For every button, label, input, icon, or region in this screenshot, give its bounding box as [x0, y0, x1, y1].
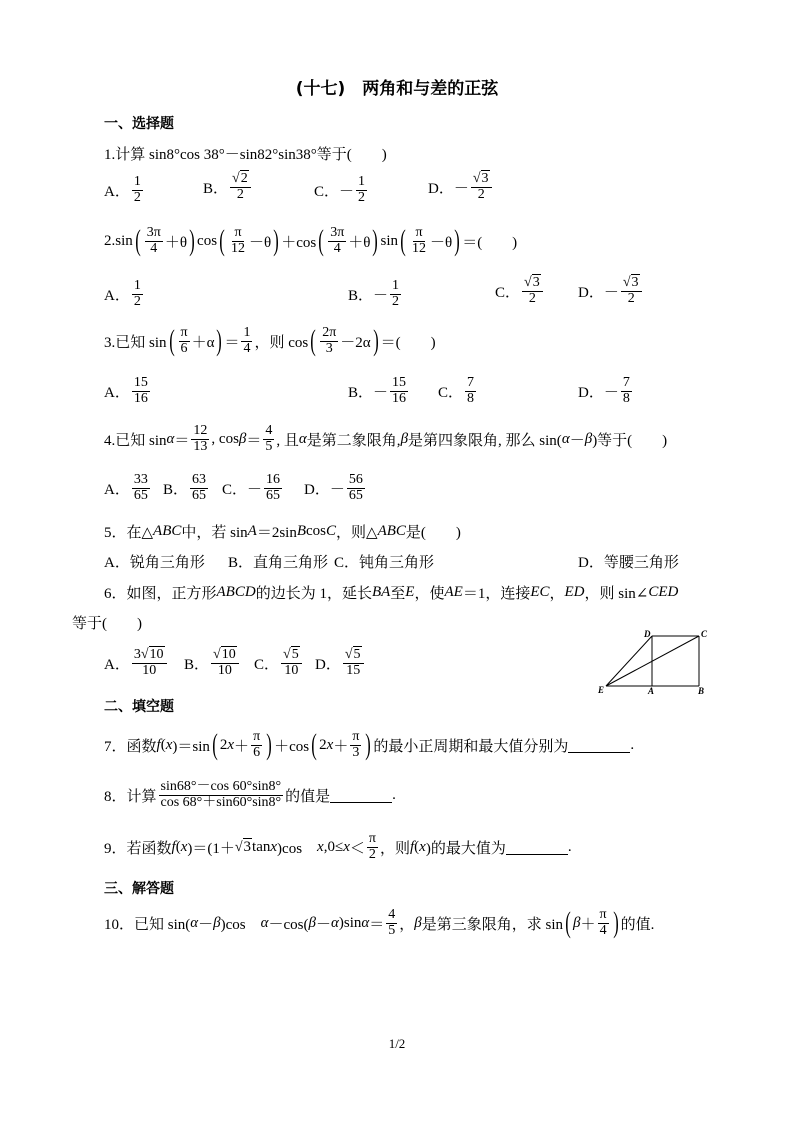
q2-option-c: C． $\frac{√3}{2}$: [495, 276, 545, 306]
question-10-stem: 10．已知 sin( α － β )cos α －cos( β － α )sin α ＝ $\frac{4}{5}$ ， β 是第三象限角，求 sin ( β ＋ $\frac{\pi}{4}$ ) 的值.: [104, 906, 655, 940]
q2-option-b: B．－ $\frac{1}{2}$: [348, 278, 400, 309]
question-3-stem: 3.已知 sin ( $\frac{\pi}{6}$ ＋α ) ＝ $\frac{1}{4}$ ，则 cos ( $\frac{2\pi}{3}$ －2α ) ＝( ): [104, 324, 436, 358]
q5-option-a: A．锐角三角形: [104, 555, 205, 571]
section-choice: 一、选择题: [104, 116, 174, 132]
page-title: (十七) 两角和与差的正弦: [295, 79, 499, 99]
square-figure: [592, 626, 712, 698]
section-answer: 三、解答题: [104, 881, 174, 897]
q5-option-c: C．钝角三角形: [334, 555, 435, 571]
label-b: B: [698, 686, 705, 696]
q3-option-a: A． $\frac{15}{16}$: [104, 375, 148, 406]
label-e: E: [598, 685, 605, 695]
q5-option-d: D．等腰三角形: [578, 555, 679, 571]
q4-option-c: C．－ $\frac{16}{65}$: [222, 472, 281, 503]
q3-option-c: C． $\frac{7}{8}$: [438, 375, 475, 406]
q6-option-b: B． $\frac{√10}{10}$: [184, 648, 241, 678]
question-4-stem: 4.已知 sin α ＝ $\frac{12}{13}$ , cos β ＝ $\frac{4}{5}$ , 且 α 是第二象限角, β 是第四象限角, 那么 sin( α － β )等于( ): [104, 423, 668, 454]
question-8-stem: 8．计算 $\frac{\sin 68^\circ-\cos 60^\circ\sin 8^\circ}{\cos 68^\circ+\sin 60^\circ\sin 8^\circ}$ 的值是 .: [104, 779, 396, 810]
q2-option-a: A． $\frac{1}{2}$: [104, 278, 141, 309]
q1-option-c: C．－ $\frac{1}{2}$: [314, 174, 366, 205]
q6-option-d: D． $\frac{√5}{15}$: [315, 648, 366, 678]
q1-option-b: B． $\frac{√2}{2}$: [203, 172, 253, 202]
question-9-stem: 9．若函数 f ( x )＝(1＋ √3 tan x )cos x ,0≤ x ＜ $\frac{\pi}{2}$ ，则 f ( x )的最大值为 .: [104, 831, 572, 862]
question-7-stem: 7．函数 f ( x )＝sin ( 2 x ＋ $\frac{\pi}{6}$ ) ＋cos ( 2 x ＋ $\frac{\pi}{3}$ ) 的最小正周期和最大值分别为 .: [104, 728, 635, 762]
question-2-stem: 2.sin ( $\frac{3\pi}{4}$ ＋θ ) cos ( $\frac{\pi}{12}$ －θ ) ＋cos ( $\frac{3\pi}{4}$ ＋θ ) sin ( $\frac{\pi}{12}$ －θ ) ＝( ): [104, 224, 518, 258]
segment-ed: [606, 636, 652, 686]
section-fill: 二、填空题: [104, 699, 174, 715]
page-number: 1/2: [388, 1036, 406, 1051]
q3-option-d: D．－ $\frac{7}{8}$: [578, 375, 630, 406]
question-6-stem-line1: 6．如图，正方形 ABCD 的边长为 1，延长 BA 至 E ，使 AE ＝1，连接 EC ， ED ，则 sin∠ CED: [104, 584, 679, 602]
label-d: D: [644, 629, 651, 639]
label-a: A: [648, 686, 655, 696]
q4-option-a: A． $\frac{33}{65}$: [104, 472, 148, 503]
question-6-stem-line2: 等于( ): [72, 616, 142, 632]
q1-option-d: D．－ $\frac{√3}{2}$: [428, 172, 494, 202]
q4-option-b: B． $\frac{63}{65}$: [163, 472, 207, 503]
q3-option-b: B．－ $\frac{15}{16}$: [348, 375, 407, 406]
question-1-stem: 1.计算 sin8°cos 38°－sin82°sin38°等于( ): [104, 147, 387, 163]
q5-option-b: B．直角三角形: [228, 555, 329, 571]
q1-option-a: A． $\frac{1}{2}$: [104, 174, 141, 205]
q4-option-d: D．－ $\frac{56}{65}$: [304, 472, 363, 503]
q6-option-c: C． $\frac{√5}{10}$: [254, 648, 304, 678]
q2-option-d: D．－ $\frac{√3}{2}$: [578, 276, 644, 306]
label-c: C: [701, 629, 708, 639]
q6-option-a: A． $\frac{3√10}{10}$: [104, 648, 169, 678]
question-5-stem: 5．在△ ABC 中，若 sin A ＝2sin B cos C ，则△ ABC 是( ): [104, 523, 461, 541]
